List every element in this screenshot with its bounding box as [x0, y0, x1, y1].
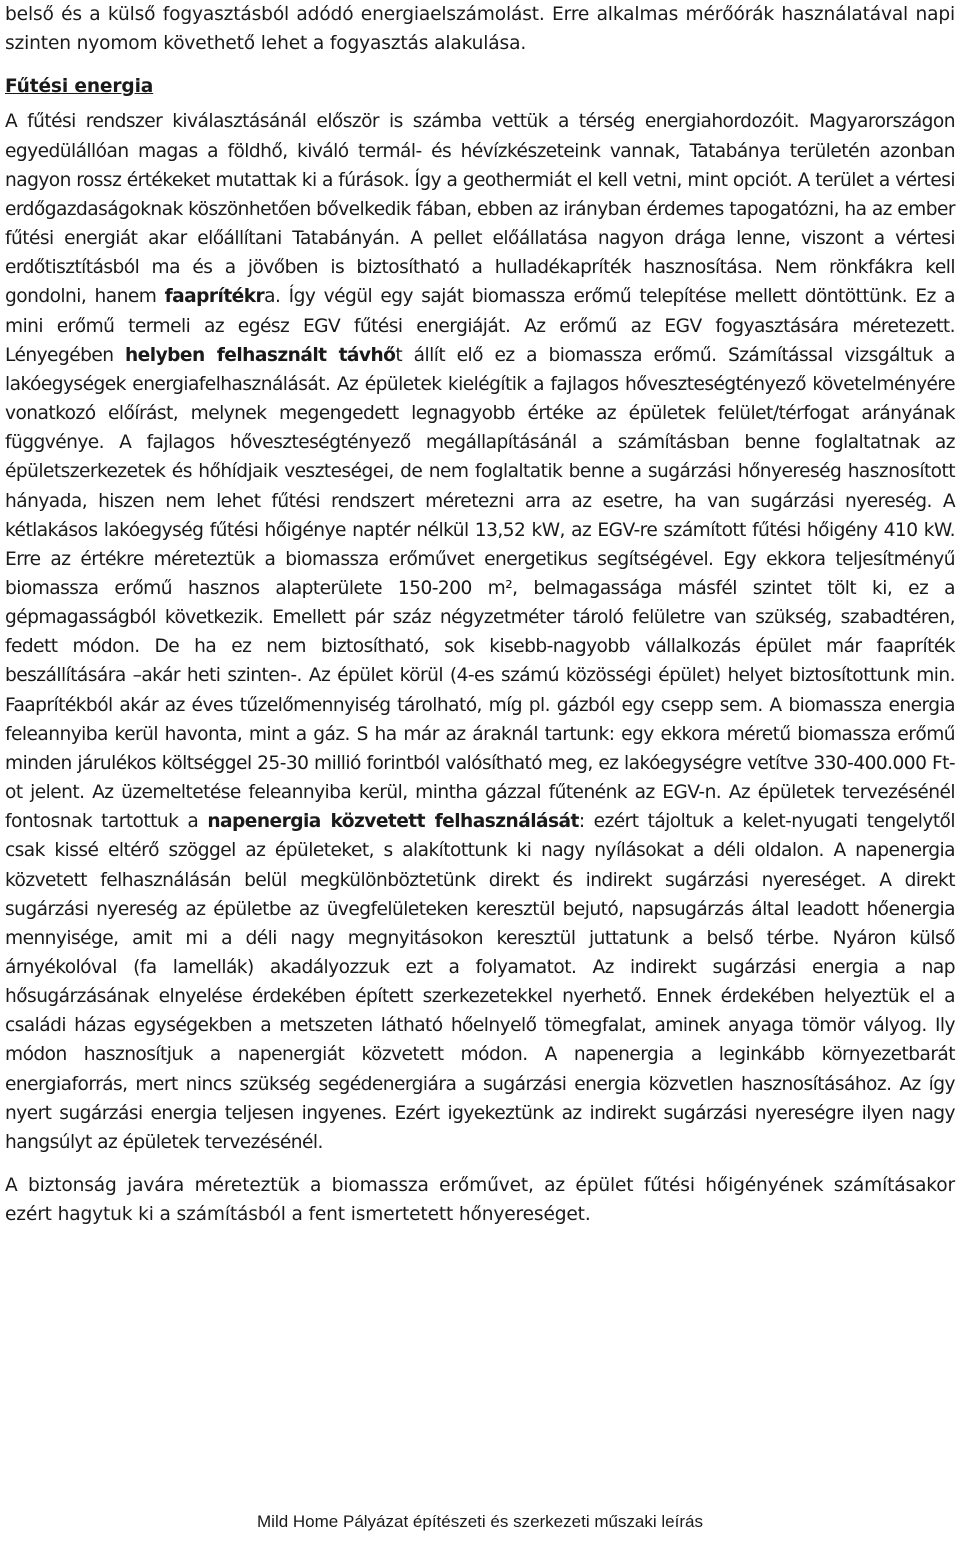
text-run: : ezért tájoltuk a kelet-nyugati tengelytől csak kissé eltérő szöggel az épületeket, s alakítottunk ki nagy nyílásokat a déli oldalon. A napenergia közvetett felhasználásán belül megkülönböztetünk direkt és indirekt sugárzási nyereséget. A direkt sugárzási nyereség az épületbe az üvegfelületeken keresztül bejutó, napsugárzás által leadott hőenergia mennyisége, amit mi a déli nagy megnyitásokon keresztül juttatunk a belső térbe. Nyáron külső árnyékolóval (fa lamellák) akadályozzuk ezt a folyamatot. Az indirekt sugárzási energia a nap hősugárzásának elnyelése érdekében épített szerkezetekkel nyerhető. Ennek érdekében helyeztük el a családi házas egységekben a metszeten látható hőelnyelő tömegfalat, aminek anyaga tömör vályog. Ily módon hasznosítjuk a napenergiát közvetett módon. A napenergia a leginkább környezetbarát energiaforrás, mert nincs szükség segédenergiára a sugárzási energia közvetlen hasznosításához. Az így nyert sugárzási energia teljesen ingyenes. Ezért igyekeztünk az indirekt sugárzási nyereségre ilyen nagy hangsúlyt az épületek tervezésénél.: [5, 811, 955, 1153]
document-body: [5, 0, 955, 1229]
page-footer: Mild Home Pályázat építészeti és szerkezeti műszaki leírás: [257, 1512, 703, 1531]
section-heading: Fűtési energia: [5, 76, 154, 98]
text-run: A fűtési rendszer kiválasztásánál először is számba vettük a térség energiahordozóit. Magyarországon egyedülállóan magas a földhő, kiváló termál- és hévízkészeteink vannak, Tatabánya területén azonban nagyon rossz értékeket mutattak ki a fúrások. Így a geothermiát el kell vetni, mint opciót. A terület a vértesi erdőgazdaságoknak köszönhetően bővelkedik fában, ebben az irányban érdemes tapogatózni, ha az ember fűtési energiát akar előállítani Tatabányán. A pellet előállatása nagyon drága lenne, viszont a vértesi erdőtisztításból ma és a jövőben is biztosítható a hulladékapríték hasznosítása. Nem rönkfákra kell gondolni, hanem: [5, 111, 955, 308]
text-run: t állít elő ez a biomassza erőmű. Számítással vizsgáltuk a lakóegységek energiafelhasználását. Az épületek kielégítik a fajlagos hőveszteségtényező követelményére vonatkozó előírást, melynek megengedett legnagyobb értéke az épületek felület/térfogat arányának függvénye. A fajlagos hőveszteségtényező megállapításánál a számításban benne foglaltatnak az épületszerkezetek és hőhídjaik veszteségei, de nem foglaltatik benne a sugárzási hőnyereség hasznosított hányada, hiszen nem lehet fűtési rendszert méretezni arra az esetre, ha van sugárzási nyereség. A kétlakásos lakóegység fűtési hőigénye naptér nélkül 13,52 kW, az EGV-re számított fűtési hőigény 410 kW. Erre az értékre méreteztük a biomassza erőművet energetikus segítségével. Egy ekkora teljesítményű biomassza erőmű hasznos alapterülete 150-200 m², belmagassága másfél szintet tölt ki, ez a gépmagasságból következik. Emellett pár száz négyzetméter tároló felületre van szükség, szabadtéren, fedett módon. De ha ez nem biztosítható, sok kisebb-nagyobb vállalkozás épület már faapríték beszállítására –akár heti szinten-. Az épület körül (4-es számú közösségi épület) helyet biztosítottunk min. Faaprítékból akár az éves tűzelőmennyiség tárolható, míg pl. gázból egy csepp sem. A biomassza energia feleannyiba kerül havonta, mint a gáz. S ha már az áraknál tartunk: egy ekkora méretű biomassza erőmű minden járulékos költséggel 25-30 millió forintból valósítható meg, ez lakóegységre vetítve 330-400.000 Ft-ot jelent. Az üzemeltetése feleannyiba kerül, mintha gázzal fűtenénk az EGV-n. Az épületek tervezésénél fontosnak tartottuk a: [5, 344, 955, 833]
heating-paragraph: [5, 107, 955, 1157]
bold-run: helyben felhasznált távhő: [125, 344, 396, 366]
intro-paragraph: belső és a külső fogyasztásból adódó energiaelszámolást. Erre alkalmas mérőórák használatával napi szinten nyomom követhető lehet a fogyasztás alakulása.: [5, 4, 955, 55]
text-run: a. Így végül egy saját biomassza erőmű telepítése mellett döntöttünk. Ez a mini erőmű termeli az egész EGV fűtési energiáját. Az erőmű az EGV fogyasztására méretezett. Lényegében: [5, 286, 955, 366]
bold-run: faaprítékr: [164, 286, 265, 308]
bold-run: napenergia közvetett felhasználását: [207, 811, 579, 833]
safety-paragraph: A biztonság javára méreteztük a biomassza erőművet, az épület fűtési hőigényének számításakor ezért hagytuk ki a számításból a fent ismertetett hőnyereséget.: [5, 1175, 955, 1226]
